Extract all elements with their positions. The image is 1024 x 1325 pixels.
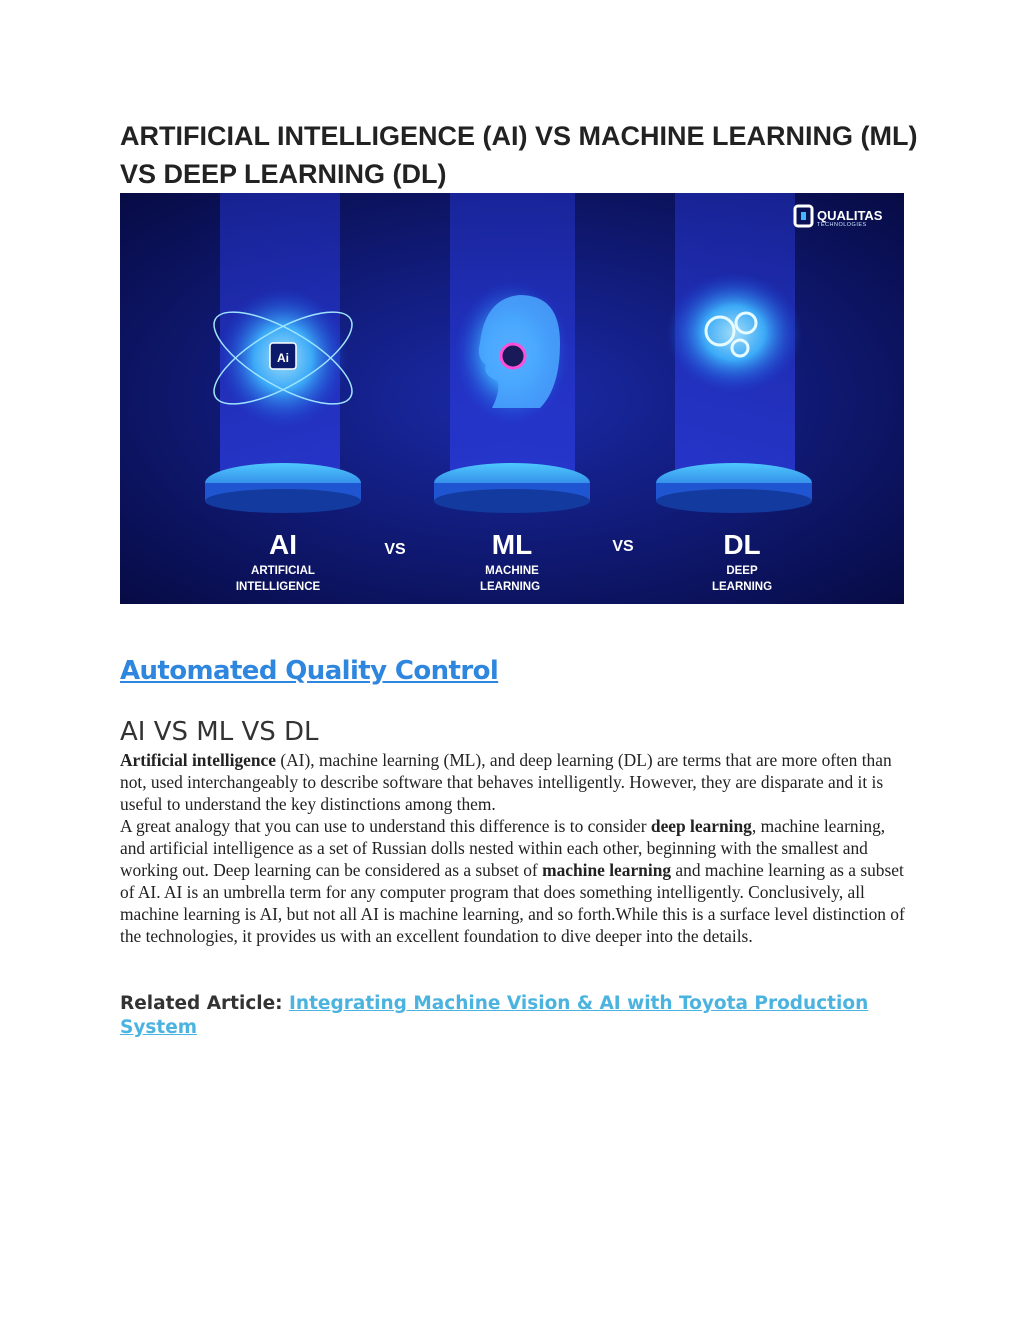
qualitas-logo-mark <box>801 212 806 220</box>
ml-head-illustration <box>454 281 570 425</box>
platform-ml <box>434 463 590 513</box>
paragraph-2-text-c: and machine learning as a subset of AI. AI is an umbrella term for any computer program that does something intelligently. Conclusively, all machine learning is AI, but not all AI is machine learning, and so forth.While this is a surface level distinction of the technologies, it provides us with an excellent foundation to dive deeper into the details. <box>120 860 905 946</box>
automated-quality-control-link[interactable]: Automated Quality Control <box>120 656 499 686</box>
ml-label-line1: MACHINE <box>485 565 539 577</box>
platform-ml-base <box>434 489 590 513</box>
paragraph-1-bold: Artificial intelligence <box>120 750 276 770</box>
logo-main-text: QUALITAS <box>817 208 883 223</box>
logo-sub-text: TECHNOLOGIES <box>817 222 867 228</box>
ml-label-line2: LEARNING <box>479 581 541 593</box>
section-subheading: AI VS ML VS DL <box>120 717 319 747</box>
dl-abbr: DL <box>723 529 761 560</box>
ai-abbr: AI <box>269 529 297 560</box>
paragraph-1-text: (AI), machine learning (ML), and deep learning (DL) are terms that are more often than not, used interchangeably to describe software that behaves intelligently. However, they are disparate and it is useful to understand the key distinctions among them. <box>120 750 892 814</box>
ml-abbr: ML <box>491 529 533 560</box>
vs-label-1: VS <box>384 541 406 558</box>
related-article <box>120 992 910 1040</box>
ai-label-line1: ARTIFICIAL <box>251 565 315 577</box>
article-body <box>120 749 905 947</box>
platform-dl-base <box>656 489 812 513</box>
paragraph-2-text-a: A great analogy that you can use to understand this difference is to consider <box>120 816 651 836</box>
ai-chip-text: Ai <box>277 351 289 365</box>
dl-label-line2: LEARNING <box>711 581 773 593</box>
related-article-link[interactable]: Integrating Machine Vision & AI with Toyota Production System <box>120 993 869 1038</box>
paragraph-2-bold-1: deep learning <box>650 816 752 836</box>
related-article-label: Related Article: <box>120 993 283 1014</box>
platform-ai-base <box>205 489 361 513</box>
platform-ai <box>205 463 361 513</box>
paragraph-2-text-b: , machine learning, and artificial intelligence as a set of Russian dolls nested within each other, beginning with the smallest and working out. Deep learning can be considered as a subset of <box>120 816 886 880</box>
page-title: ARTIFICIAL INTELLIGENCE (AI) VS MACHINE LEARNING (ML) VS DEEP LEARNING (DL) <box>120 121 918 189</box>
ai-ml-dl-banner <box>120 193 904 604</box>
dl-label-line1: DEEP <box>726 565 758 577</box>
paragraph-2 <box>120 815 905 947</box>
paragraph-2-bold-2: machine learning <box>542 860 672 880</box>
ai-label-line2: INTELLIGENCE <box>235 581 321 593</box>
vs-label-2: VS <box>612 538 634 555</box>
paragraph-1 <box>120 749 905 815</box>
platform-dl <box>656 463 812 513</box>
ml-ear-ring <box>501 344 525 368</box>
dl-brain-illustration <box>666 273 802 393</box>
